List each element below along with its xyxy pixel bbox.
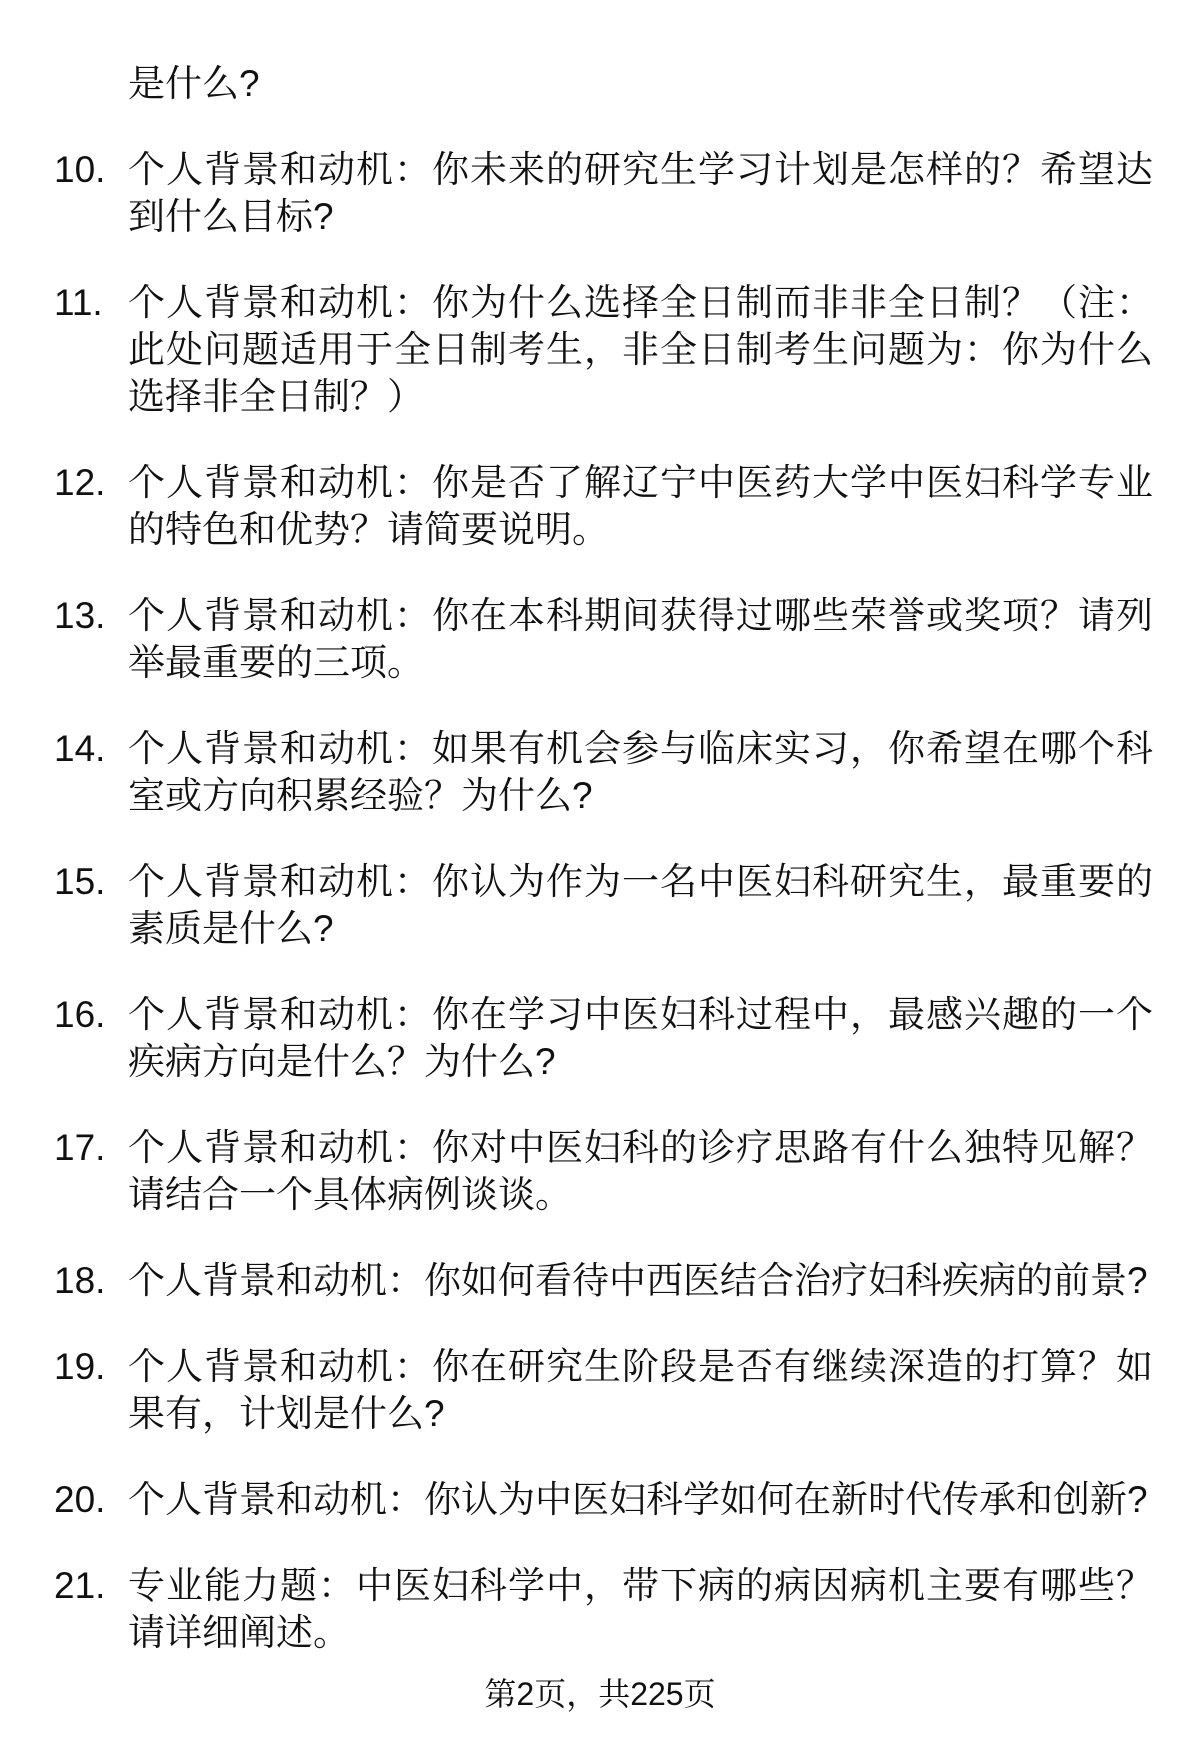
item-number: 19. [54,1346,106,1387]
page-number: 第2页，共225页 [484,1676,716,1712]
item-number: 12. [54,462,106,503]
item-text: 专业能力题：中医妇科学中，带下病的病因病机主要有哪些？请详细阐述。 [128,1565,1153,1653]
item-text: 个人背景和动机：你为什么选择全日制而非非全日制？（注：此处问题适用于全日制考生，非全日制考生问题为：你为什么选择非全日制？） [128,282,1153,417]
item-text: 个人背景和动机：你未来的研究生学习计划是怎样的？希望达到什么目标? [128,149,1153,237]
list-item [0,459,1200,553]
item-text: 个人背景和动机：你对中医妇科的诊疗思路有什么独特见解？请结合一个具体病例谈谈。 [128,1127,1153,1215]
continued-question-text: 是什么? [128,63,260,104]
list-item [0,1562,1200,1656]
item-text: 个人背景和动机：你在研究生阶段是否有继续深造的打算？如果有，计划是什么? [128,1346,1153,1434]
list-item [0,1343,1200,1437]
list-item [0,279,1200,420]
item-number: 21. [54,1565,106,1606]
item-number: 13. [54,595,106,636]
item-text: 个人背景和动机：你认为中医妇科学如何在新时代传承和创新? [128,1479,1148,1520]
list-item [0,725,1200,819]
item-number: 18. [54,1260,106,1301]
item-number: 16. [54,994,106,1035]
item-text: 个人背景和动机：你如何看待中西医结合治疗妇科疾病的前景? [128,1260,1148,1301]
item-text: 个人背景和动机：如果有机会参与临床实习，你希望在哪个科室或方向积累经验？为什么? [128,728,1153,816]
item-text: 个人背景和动机：你是否了解辽宁中医药大学中医妇科学专业的特色和优势？请简要说明。 [128,462,1153,550]
item-text: 个人背景和动机：你认为作为一名中医妇科研究生，最重要的素质是什么? [128,861,1153,949]
list-item [0,858,1200,952]
list-item [0,1476,1200,1523]
list-item [0,1124,1200,1218]
item-text: 个人背景和动机：你在学习中医妇科过程中，最感兴趣的一个疾病方向是什么？为什么? [128,994,1153,1082]
list-item [0,592,1200,686]
item-number: 10. [54,149,106,190]
list-item [0,146,1200,240]
item-number: 15. [54,861,106,902]
item-number: 20. [54,1479,106,1520]
list-item [0,991,1200,1085]
item-number: 11. [54,282,103,323]
list-item [0,1257,1200,1304]
item-number: 14. [54,728,106,769]
item-number: 17. [54,1127,106,1168]
item-text: 个人背景和动机：你在本科期间获得过哪些荣誉或奖项？请列举最重要的三项。 [128,595,1153,683]
question-list [0,146,1200,1695]
